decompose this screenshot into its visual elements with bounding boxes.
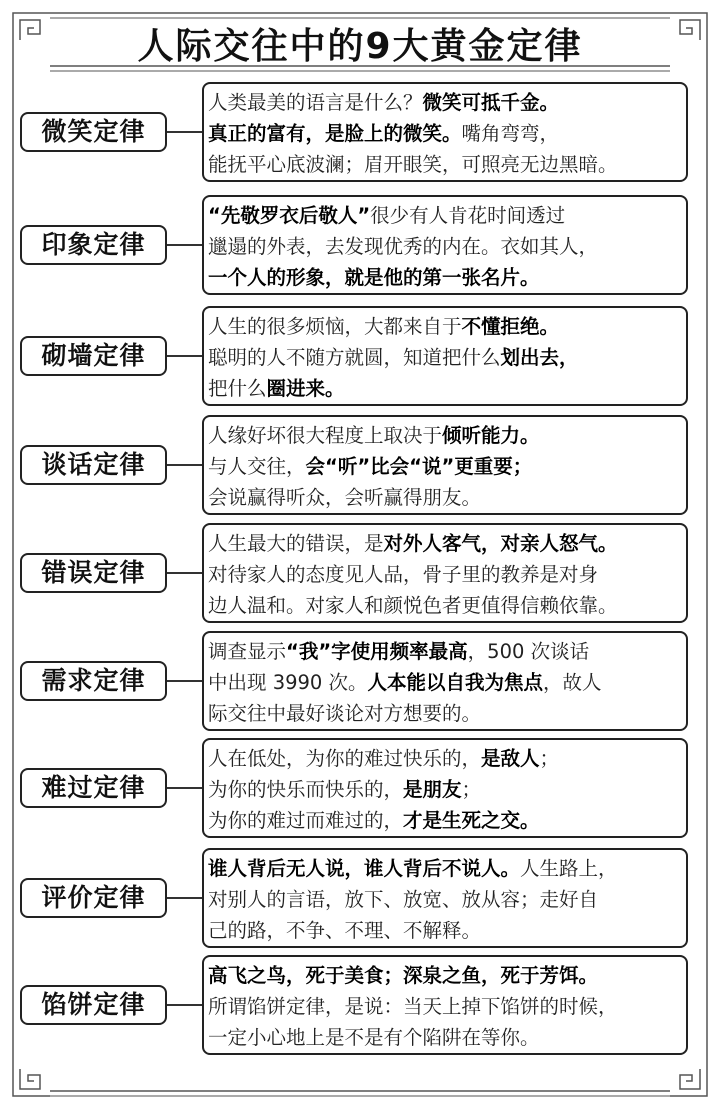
law-row — [0, 955, 720, 1055]
emphasis-text: 圈进来。 — [266, 377, 345, 400]
body-text: 把什么 — [208, 377, 267, 400]
body-text: 调查显示 — [208, 640, 287, 663]
emphasis-text: 是朋友 — [403, 778, 462, 801]
description-line — [208, 960, 682, 991]
body-text: 会说赢得听众，会听赢得朋友。 — [208, 486, 482, 509]
description-line — [208, 853, 682, 884]
body-text: ； — [539, 747, 560, 770]
description-line — [208, 1022, 682, 1053]
description-line — [208, 636, 682, 667]
connector-line — [167, 1004, 202, 1006]
description-line — [208, 805, 682, 836]
description-line — [208, 451, 682, 482]
body-text: 为你的快乐而快乐的， — [208, 778, 404, 801]
body-text: 己的路，不争、不理、不解释。 — [208, 919, 482, 942]
emphasis-text: 不懂拒绝。 — [461, 315, 560, 338]
law-row — [0, 631, 720, 731]
emphasis-text: 谁人背后无人说，谁人背后不说人。 — [208, 857, 521, 880]
connector-line — [167, 464, 202, 466]
connector-line — [167, 787, 202, 789]
law-description — [202, 738, 688, 838]
body-text: 与人交往， — [208, 455, 306, 478]
law-name: 难过定律 — [20, 768, 167, 808]
description-line — [208, 698, 682, 729]
body-text: 邋遢的外表，去发现优秀的内在。衣如其人， — [208, 235, 599, 258]
body-text: 人生最大的错误，是 — [208, 532, 384, 555]
body-text: 人生路上， — [520, 857, 618, 880]
page-title: 人际交往中的9大黄金定律 — [137, 26, 583, 67]
emphasis-text: 对外人客气，对亲人怒气。 — [383, 532, 618, 555]
law-row — [0, 82, 720, 182]
description-line — [208, 342, 682, 373]
description-line — [208, 482, 682, 513]
description-line — [208, 118, 682, 149]
body-text: 人在低处，为你的难过快乐的， — [208, 747, 482, 770]
law-name: 印象定律 — [20, 225, 167, 265]
body-text: 人生的很多烦恼，大都来自于 — [208, 315, 462, 338]
law-description — [202, 848, 688, 948]
description-line — [208, 915, 682, 946]
description-line — [208, 991, 682, 1022]
connector-line — [167, 131, 202, 133]
description-line — [208, 884, 682, 915]
law-name: 错误定律 — [20, 553, 167, 593]
emphasis-text: 人本能以自我为焦点 — [367, 671, 544, 694]
connector-line — [167, 572, 202, 574]
body-text: 人缘好坏很大程度上取决于 — [208, 424, 443, 447]
law-description — [202, 415, 688, 515]
body-text: 际交往中最好谈论对方想要的。 — [208, 702, 482, 725]
body-text: 聪明的人不随方就圆，知道把什么 — [208, 346, 501, 369]
emphasis-text: 微笑可抵千金。 — [422, 91, 560, 114]
law-row — [0, 738, 720, 838]
law-description — [202, 82, 688, 182]
law-name: 微笑定律 — [20, 112, 167, 152]
emphasis-text: 会“听”比会“说”更重要； — [305, 455, 533, 478]
emphasis-text: 是敌人 — [481, 747, 540, 770]
emphasis-text: 真正的富有，是脸上的微笑。 — [208, 122, 462, 145]
body-text: 为你的难过而难过的， — [208, 809, 404, 832]
connector-line — [167, 897, 202, 899]
connector-line — [167, 355, 202, 357]
description-line — [208, 373, 682, 404]
description-line — [208, 87, 682, 118]
body-text: 对待家人的态度见人品，骨子里的教养是对身 — [208, 563, 599, 586]
law-description — [202, 195, 688, 295]
body-text: 对别人的言语，放下、放宽、放从容；走好自 — [208, 888, 599, 911]
description-line — [208, 559, 682, 590]
law-name: 砌墙定律 — [20, 336, 167, 376]
law-row — [0, 415, 720, 515]
body-text: 能抚平心底波澜；眉开眼笑，可照亮无边黑暗。 — [208, 153, 618, 176]
connector-line — [167, 680, 202, 682]
emphasis-text: 划出去， — [500, 346, 579, 369]
description-line — [208, 262, 682, 293]
law-name: 评价定律 — [20, 878, 167, 918]
description-line — [208, 590, 682, 621]
title-bar — [0, 0, 720, 80]
body-text: 很少有人肯花时间透过 — [370, 204, 566, 227]
emphasis-text: 才是生死之交。 — [403, 809, 540, 832]
body-text: 边人温和。对家人和颜悦色者更值得信赖依靠。 — [208, 594, 618, 617]
law-row — [0, 306, 720, 406]
description-line — [208, 200, 682, 231]
law-description — [202, 631, 688, 731]
body-text: 一定小心地上是不是有个陷阱在等你。 — [208, 1026, 540, 1049]
body-text: 嘴角弯弯， — [461, 122, 560, 145]
emphasis-text: 倾听能力。 — [442, 424, 540, 447]
emphasis-text: “我”字使用频率最高 — [286, 640, 468, 663]
body-text: 人类最美的语言是什么？ — [208, 91, 423, 114]
description-line — [208, 420, 682, 451]
description-line — [208, 231, 682, 262]
law-description — [202, 306, 688, 406]
body-text: ，故人 — [543, 671, 602, 694]
emphasis-text: 一个人的形象，就是他的第一张名片。 — [208, 266, 540, 289]
law-name: 需求定律 — [20, 661, 167, 701]
connector-line — [167, 244, 202, 246]
law-description — [202, 523, 688, 623]
body-text: 中出现 3990 次。 — [208, 671, 368, 694]
emphasis-text: 高飞之鸟，死于美食；深泉之鱼，死于芳饵。 — [208, 964, 599, 987]
law-name: 谈话定律 — [20, 445, 167, 485]
description-line — [208, 528, 682, 559]
body-text: 所谓馅饼定律，是说：当天上掉下馅饼的时候， — [208, 995, 618, 1018]
law-row — [0, 848, 720, 948]
description-line — [208, 149, 682, 180]
body-text: ，500 次谈话 — [467, 640, 590, 663]
law-name: 馅饼定律 — [20, 985, 167, 1025]
description-line — [208, 774, 682, 805]
body-text: ； — [461, 778, 482, 801]
law-row — [0, 523, 720, 623]
description-line — [208, 743, 682, 774]
emphasis-text: “先敬罗衣后敬人” — [208, 204, 371, 227]
description-line — [208, 667, 682, 698]
description-line — [208, 311, 682, 342]
law-row — [0, 195, 720, 295]
law-description — [202, 955, 688, 1055]
